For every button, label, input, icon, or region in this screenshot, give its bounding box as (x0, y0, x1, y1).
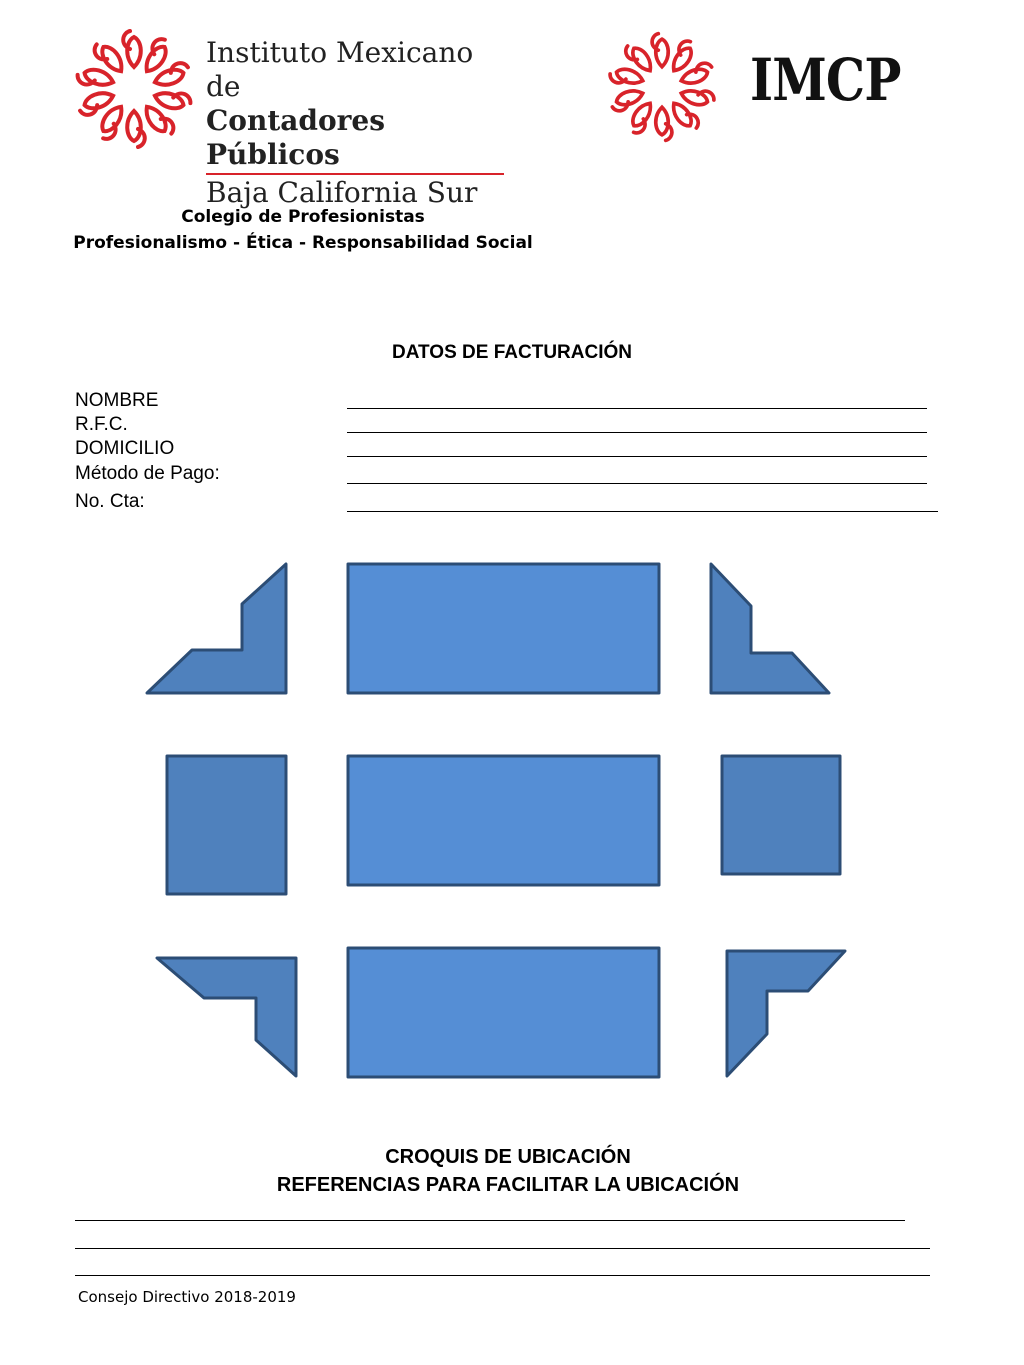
corner-block-bottom-right (727, 951, 845, 1076)
field-label-domicilio: DOMICILIO (75, 438, 175, 459)
motto: Profesionalismo - Ética - Responsabilidad Social (73, 233, 533, 253)
field-label-metodo-pago: Método de Pago: (75, 463, 220, 484)
center-block-middle (348, 756, 659, 885)
location-subtitle: REFERENCIAS PARA FACILITAR LA UBICACIÓN (276, 1174, 740, 1196)
reference-line-1[interactable] (75, 1220, 905, 1221)
side-block-middle-left (167, 756, 286, 894)
imcp-acronym: IMCP (750, 46, 901, 114)
side-block-middle-right (722, 756, 840, 874)
field-label-no-cta: No. Cta: (75, 491, 145, 512)
location-title: CROQUIS DE UBICACIÓN (385, 1146, 631, 1168)
institute-name-line2: Contadores Públicos (206, 104, 385, 171)
center-block-top (348, 564, 659, 693)
reference-line-3[interactable] (75, 1275, 930, 1276)
corner-block-top-right (711, 564, 829, 693)
institute-name-line3: Baja California Sur (206, 176, 478, 209)
institute-name-line1: Instituto Mexicano de (206, 36, 474, 103)
footer-text: Consejo Directivo 2018-2019 (78, 1288, 296, 1306)
college-title: Colegio de Profesionistas (181, 207, 425, 227)
center-block-bottom (348, 948, 659, 1077)
field-label-rfc: R.F.C. (75, 414, 128, 435)
billing-title: DATOS DE FACTURACIÓN (392, 342, 632, 363)
corner-block-top-left (147, 564, 286, 693)
field-label-nombre: NOMBRE (75, 390, 159, 411)
reference-line-2[interactable] (75, 1248, 930, 1249)
corner-block-bottom-left (157, 958, 296, 1076)
